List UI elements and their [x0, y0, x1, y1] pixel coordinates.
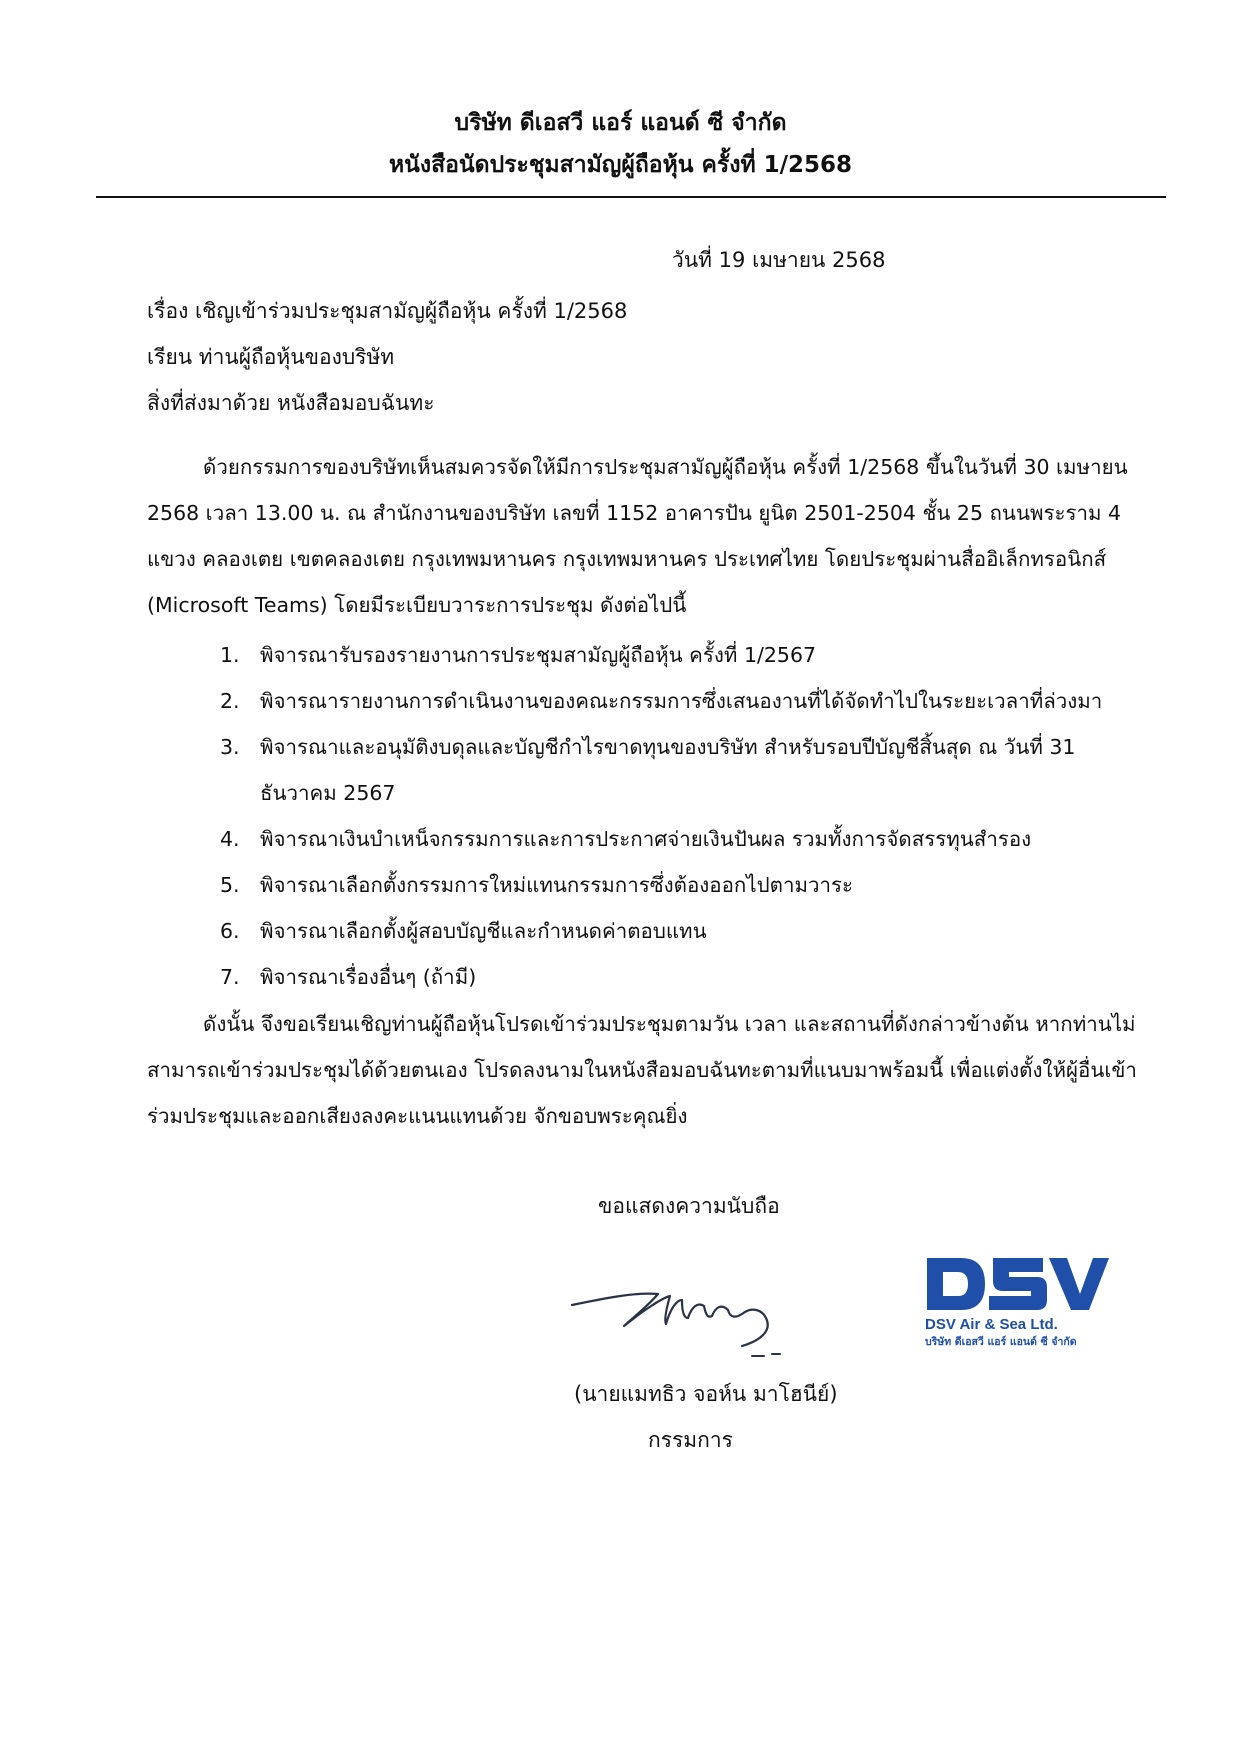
dsv-logo-mark	[925, 1254, 1111, 1314]
intro-text: ด้วยกรรมการของบริษัทเห็นสมควรจัดให้มีการประชุมสามัญผู้ถือหุ้น ครั้งที่ 1/2568 ขึ้นในวันที่ 30 เมษายน 2568 เวลา 13.00 น. ณ สำนักงานของบริษัท เลขที่ 1152 อาคารปัน ยูนิต 2501-2504 ชั้น 25 ถนนพระราม 4 แขวง คลองเตย เขตคลองเตย กรุงเทพมหานคร กรุงเทพมหานคร ประเทศไทย โดยประชุมผ่านสื่ออิเล็กทรอนิกส์ (Microsoft Teams) โดยมีระเบียบวาระการประชุม ดังต่อไปนี้	[147, 455, 1128, 617]
logo-caption-en: DSV Air & Sea Ltd.	[925, 1316, 1058, 1333]
signer-position: กรรมการ	[648, 1428, 733, 1452]
header-divider	[96, 196, 1166, 198]
agenda-text: พิจารณารายงานการดำเนินงานของคณะกรรมการซึ่งเสนองานที่ได้จัดทำไปในระยะเวลาที่ล่วงมา	[260, 689, 1103, 713]
subject-line: เรื่อง เชิญเข้าร่วมประชุมสามัญผู้ถือหุ้น ครั้งที่ 1/2568	[147, 299, 628, 323]
agenda-number: 4.	[220, 827, 240, 851]
enclosure-line: สิ่งที่ส่งมาด้วย หนังสือมอบฉันทะ	[147, 391, 435, 415]
agenda-number: 2.	[220, 689, 240, 713]
agenda-item	[220, 816, 1140, 862]
agenda-list	[220, 632, 1140, 1000]
letter-date: วันที่ 19 เมษายน 2568	[672, 248, 886, 272]
logo-caption-th: บริษัท ดีเอสวี แอร์ แอนด์ ซี จำกัด	[925, 1336, 1077, 1348]
letterhead	[0, 102, 1241, 186]
agenda-number: 1.	[220, 643, 240, 667]
company-logo	[925, 1254, 1125, 1350]
recipient-line: เรียน ท่านผู้ถือหุ้นของบริษัท	[147, 345, 395, 369]
agenda-text: พิจารณาเงินบำเหน็จกรรมการและการประกาศจ่ายเงินปันผล รวมทั้งการจัดสรรทุนสำรอง	[260, 827, 1032, 851]
agenda-text: พิจารณาเลือกตั้งผู้สอบบัญชีและกำหนดค่าตอบแทน	[260, 919, 707, 943]
agenda-item	[220, 862, 1140, 908]
agenda-number: 7.	[220, 965, 240, 989]
signer-name: (นายแมทธิว จอห์น มาโฮนีย์)	[574, 1382, 838, 1406]
agenda-number: 5.	[220, 873, 240, 897]
intro-paragraph	[147, 444, 1147, 628]
conclusion-paragraph	[147, 1001, 1147, 1139]
conclusion-text: ดังนั้น จึงขอเรียนเชิญท่านผู้ถือหุ้นโปรดเข้าร่วมประชุมตามวัน เวลา และสถานที่ดังกล่าวข้างต้น หากท่านไม่สามารถเข้าร่วมประชุมได้ด้วยตนเอง โปรดลงนามในหนังสือมอบฉันทะตามที่แนบมาพร้อมนี้ เพื่อแต่งตั้งให้ผู้อื่นเข้าร่วมประชุมและออกเสียงลงคะแนนแทนด้วย จักขอบพระคุณยิ่ง	[147, 1012, 1137, 1128]
agenda-item	[220, 632, 1140, 678]
agenda-number: 3.	[220, 735, 240, 759]
company-name: บริษัท ดีเอสวี แอร์ แอนด์ ซี จำกัด	[454, 110, 787, 136]
letter-meta	[147, 288, 627, 426]
agenda-item	[220, 724, 1140, 816]
signature-image	[566, 1260, 826, 1370]
agenda-item	[220, 954, 1140, 1000]
document-title: หนังสือนัดประชุมสามัญผู้ถือหุ้น ครั้งที่ 1/2568	[388, 152, 853, 178]
agenda-number: 6.	[220, 919, 240, 943]
agenda-item	[220, 678, 1140, 724]
agenda-text: พิจารณาเรื่องอื่นๆ (ถ้ามี)	[260, 965, 477, 989]
agenda-text: พิจารณาและอนุมัติงบดุลและบัญชีกำไรขาดทุนของบริษัท สำหรับรอบปีบัญชีสิ้นสุด ณ วันที่ 31 ธันวาคม 2567	[260, 735, 1076, 805]
agenda-item	[220, 908, 1140, 954]
agenda-text: พิจารณารับรองรายงานการประชุมสามัญผู้ถือหุ้น ครั้งที่ 1/2567	[260, 643, 817, 667]
closing-line: ขอแสดงความนับถือ	[598, 1194, 780, 1218]
agenda-text: พิจารณาเลือกตั้งกรรมการใหม่แทนกรรมการซึ่งต้องออกไปตามวาระ	[260, 873, 854, 897]
